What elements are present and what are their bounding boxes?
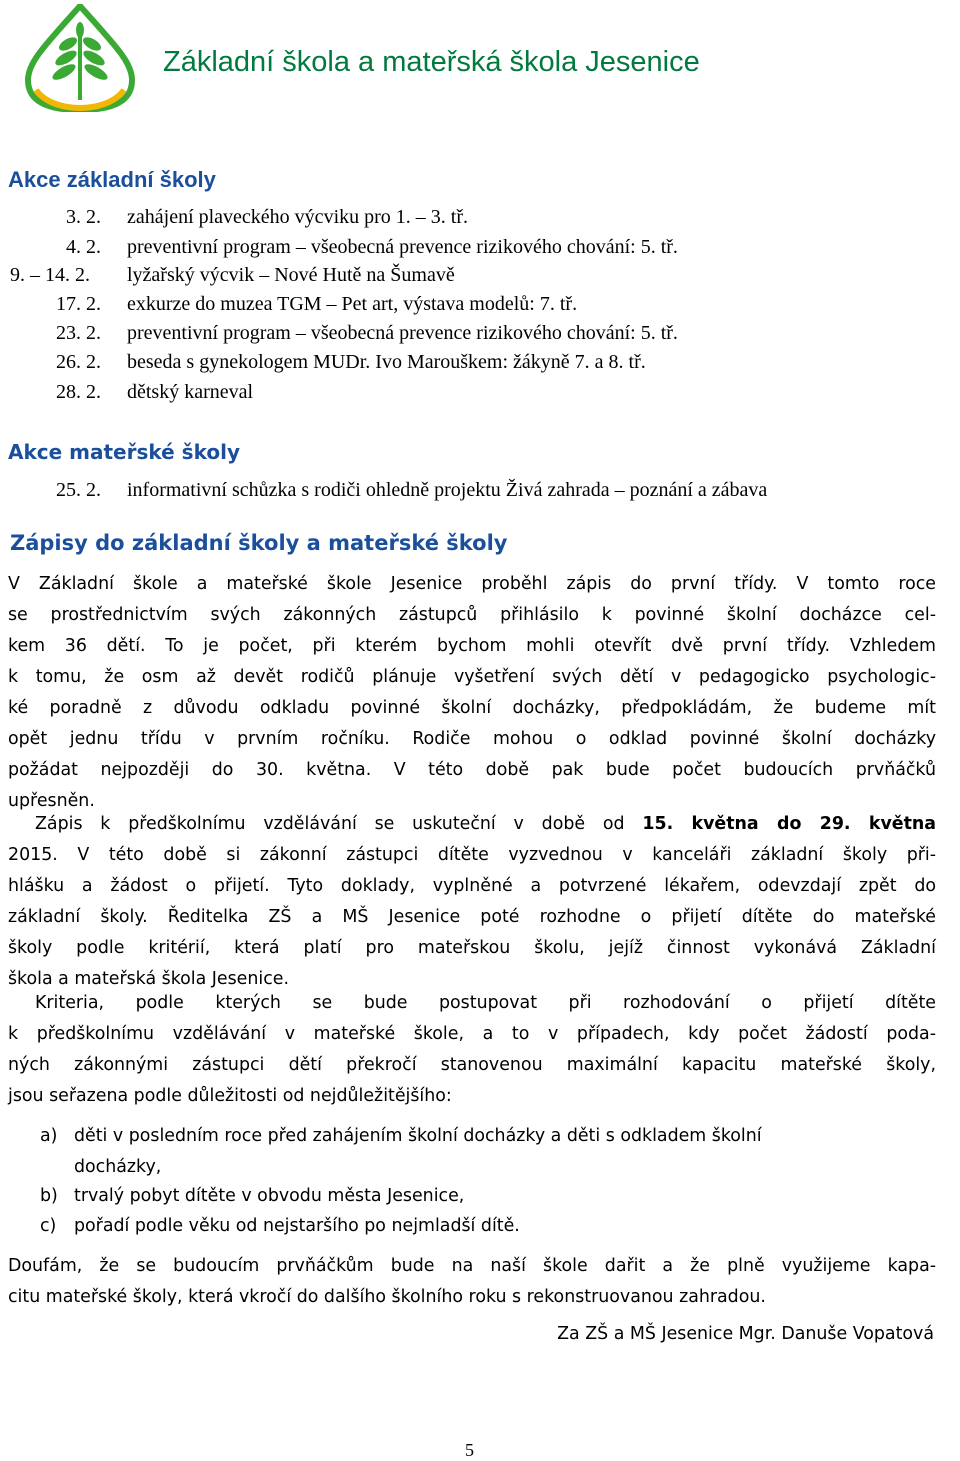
text-line: V Základní škole a mateřské škole Jesenice proběhl zápis do první třídy. V tomto roce (8, 574, 936, 594)
zapis-heading: Zápisy do základní školy a mateřské školy (10, 531, 508, 555)
zapis-paragraph-1 (8, 574, 936, 822)
text-line-prefix: Zápis k předškolnímu vzdělávání se uskuteční v době od (35, 814, 643, 834)
event-text: preventivní program – všeobecná prevence rizikového chování: 5. tř. (127, 236, 678, 258)
criteria-text: trvalý pobyt dítěte v obvodu města Jesenice, (74, 1186, 465, 1206)
text-line: Doufám, že se budoucím prvňáčkům bude na naší škole dařit a že plně využijeme kapa- (8, 1256, 936, 1276)
text-line: 2015. V této době si zákonní zástupci dítěte vyzvednou v kanceláři základní školy při- (8, 845, 936, 865)
event-date: 23. 2. (56, 322, 101, 344)
event-date: 28. 2. (56, 381, 101, 403)
criteria-text: pořadí podle věku od nejstaršího po nejmladší dítě. (74, 1216, 520, 1236)
event-text: lyžařský výcvik – Nové Hutě na Šumavě (127, 264, 455, 286)
event-date: 9. – 14. 2. (10, 264, 90, 286)
criteria-label: c) (40, 1216, 57, 1236)
event-text: informativní schůzka s rodiči ohledně projektu Živá zahrada – poznání a zábava (127, 479, 768, 501)
text-line (8, 814, 936, 845)
page-title: Základní škola a mateřská škola Jesenice (163, 46, 700, 78)
event-date: 4. 2. (66, 236, 101, 258)
text-line: jsou seřazena podle důležitosti od nejdůležitějšího: (8, 1086, 452, 1106)
text-line: opět jednu třídu v prvním ročníku. Rodiče mohou o odklad povinné školní docházky (8, 729, 936, 749)
text-line: škola a mateřská škola Jesenice. (8, 969, 290, 989)
text-line: hlášku a žádost o přijetí. Tyto doklady, vyplněné a potvrzené lékařem, odevzdají zpět do (8, 876, 936, 896)
zs-heading: Akce základní školy (8, 167, 216, 192)
text-line: ké poradně z důvodu odkladu povinné školní docházky, předpokládám, že budeme mít (8, 698, 936, 718)
event-text: preventivní program – všeobecná prevence rizikového chování: 5. tř. (127, 322, 678, 344)
event-date: 25. 2. (56, 479, 101, 501)
text-line: kem 36 dětí. To je počet, při kterém bychom mohli otevřít dvě první třídy. Vzhledem (8, 636, 936, 656)
event-date: 3. 2. (66, 206, 101, 228)
text-line: k předškolnímu vzdělávání v mateřské škole, a to v případech, kdy počet žádostí poda- (8, 1024, 936, 1044)
ms-heading: Akce mateřské školy (8, 440, 240, 464)
event-text: beseda s gynekologem MUDr. Ivo Marouškem: žákyně 7. a 8. tř. (127, 351, 646, 373)
zapis-paragraph-3 (8, 993, 936, 1117)
event-date: 26. 2. (56, 351, 101, 373)
zapis-paragraph-2 (8, 814, 936, 1000)
event-text: zahájení plaveckého výcviku pro 1. – 3. tř. (127, 206, 468, 228)
school-logo (6, 4, 154, 112)
text-line: Kriteria, podle kterých se bude postupovat při rozhodování o přijetí dítěte (35, 993, 936, 1013)
text-line: se prostřednictvím svých zákonných zástupců přihlásilo k povinné školní docházce cel- (8, 605, 936, 625)
text-line: základní školy. Ředitelka ZŠ a MŠ Jesenice poté rozhodne o přijetí dítěte do mateřské (8, 907, 936, 927)
event-text: exkurze do muzea TGM – Pet art, výstava modelů: 7. tř. (127, 293, 578, 315)
text-line: požádat nejpozději do 30. května. V této době pak bude počet budoucích prvňáčků (8, 760, 936, 780)
text-line: ných zákonnými zástupci dětí překročí stanovenou maximální kapacitu mateřské školy, (8, 1055, 936, 1075)
date-range: 15. května do 29. května (642, 814, 936, 834)
signature: Za ZŠ a MŠ Jesenice Mgr. Danuše Vopatová (557, 1324, 934, 1344)
closing-paragraph (8, 1256, 936, 1318)
text-line: citu mateřské školy, která vkročí do dalšího školního roku s rekonstruovanou zahradou. (8, 1287, 766, 1307)
criteria-text: děti v posledním roce před zahájením školní docházky a děti s odkladem školní (74, 1126, 762, 1146)
text-line: k tomu, že osm až devět rodičů plánuje vyšetření svých dětí v pedagogicko psychologic- (8, 667, 936, 687)
page-number: 5 (465, 1440, 474, 1460)
criteria-text: docházky, (74, 1157, 162, 1177)
event-text: dětský karneval (127, 381, 254, 403)
text-line: školy podle kritérií, která platí pro mateřskou školu, jejíž činnost vykonává Základní (8, 938, 936, 958)
text-line: upřesněn. (8, 791, 95, 811)
criteria-label: b) (40, 1186, 58, 1206)
criteria-label: a) (40, 1126, 58, 1146)
event-date: 17. 2. (56, 293, 101, 315)
